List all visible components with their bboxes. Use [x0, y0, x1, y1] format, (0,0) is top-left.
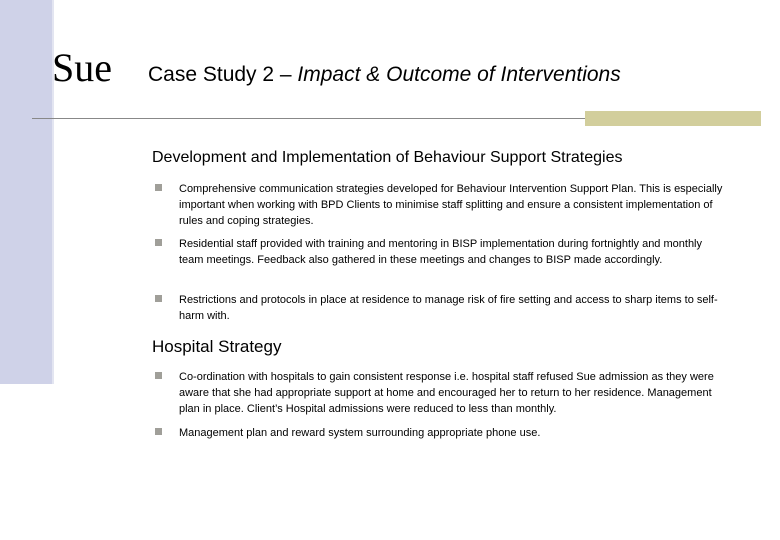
- square-bullet-icon: [155, 184, 162, 191]
- square-bullet-icon: [155, 428, 162, 435]
- title-divider: [32, 118, 585, 119]
- client-name: Sue: [52, 45, 112, 90]
- slide-title-plain: Case Study 2 –: [148, 63, 298, 86]
- bullet-text: Restrictions and protocols in place at residence to manage risk of fire setting and access to sharp items to self-harm with.: [179, 294, 718, 322]
- slide-title-italic: Impact & Outcome of Interventions: [297, 63, 621, 86]
- square-bullet-icon: [155, 239, 162, 246]
- left-accent-bar: [0, 0, 52, 384]
- square-bullet-icon: [155, 295, 162, 302]
- slide-title: [148, 64, 621, 85]
- section-heading-behaviour-support: Development and Implementation of Behaviour Support Strategies: [152, 149, 623, 166]
- square-bullet-icon: [155, 372, 162, 379]
- bullet-text: Residential staff provided with training and mentoring in BISP implementation during fortnightly and monthly team meetings. Feedback also gathered in these meetings and changes to BISP made accordingly.: [179, 238, 702, 266]
- bullet-text: Comprehensive communication strategies developed for Behaviour Intervention Support Plan. This is especially important when working with BPD Clients to minimise staff splitting and ensure a consistent implementation of rules and coping strategies.: [179, 183, 723, 227]
- section-heading-hospital-strategy: Hospital Strategy: [152, 337, 282, 356]
- bullet-text: Management plan and reward system surrounding appropriate phone use.: [179, 427, 541, 439]
- bullet-text: Co-ordination with hospitals to gain consistent response i.e. hospital staff refused Sue admission as they were aware that she had appropriate support at home and encouraged her to return to her residence. Management plan in place. Client’s Hospital admissions were reduced to less than monthly.: [179, 371, 714, 415]
- divider-accent-block: [585, 111, 761, 126]
